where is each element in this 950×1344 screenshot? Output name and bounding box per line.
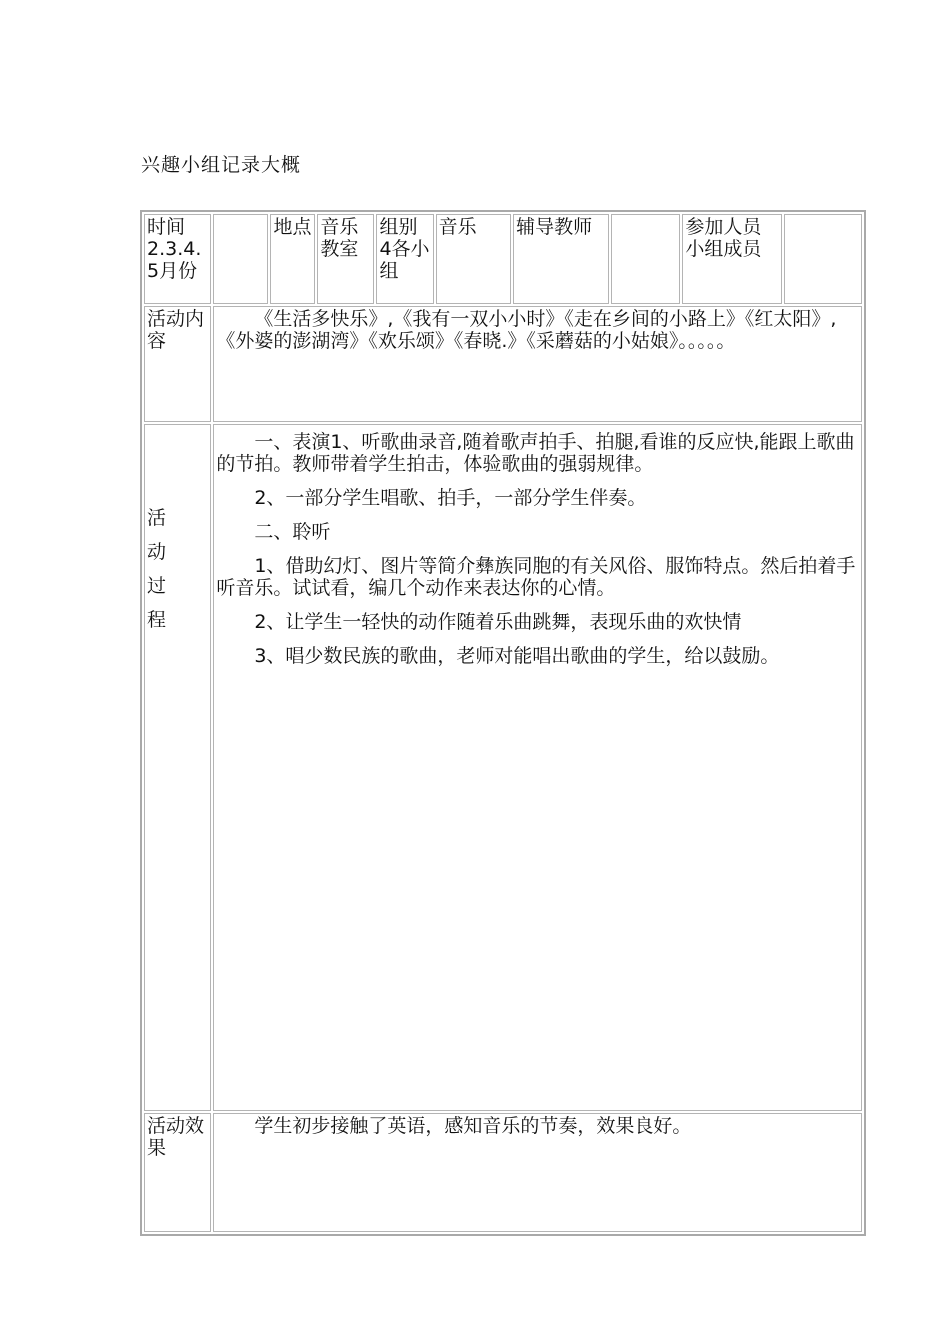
content-cell bbox=[213, 306, 862, 422]
process-cell bbox=[213, 424, 862, 1111]
process-label-char: 动 bbox=[147, 541, 167, 563]
effect-label: 活动效果 bbox=[144, 1113, 211, 1232]
time-value: 2.3.4.5月份 bbox=[147, 238, 202, 282]
empty-cell bbox=[213, 214, 268, 304]
place-value: 音乐教室 bbox=[317, 214, 374, 304]
group-cell bbox=[376, 214, 433, 304]
process-paragraph: 2、一部分学生唱歌、拍手，一部分学生伴奏。 bbox=[254, 487, 647, 509]
process-paragraph: 3、唱少数民族的歌曲，老师对能唱出歌曲的学生，给以鼓励。 bbox=[254, 645, 780, 667]
effect-cell bbox=[213, 1113, 862, 1232]
content-label: 活动内容 bbox=[144, 306, 211, 422]
process-label-char: 活 bbox=[147, 507, 167, 529]
place-label: 地点 bbox=[270, 214, 315, 304]
process-paragraph: 一、表演1、听歌曲录音,随着歌声拍手、拍腿,看谁的反应快,能跟上歌曲的节拍。教师带着学生拍击，体验歌曲的强弱规律。 bbox=[216, 431, 855, 475]
process-paragraph: 1、借助幻灯、图片等简介彝族同胞的有关风俗、服饰特点。然后拍着手听音乐。试试看，编几个动作来表达你的心情。 bbox=[216, 555, 856, 599]
content-text: 《生活多快乐》,《我有一双小小时》《走在乡间的小路上》《红太阳》,《外婆的澎湖湾》《欢乐颂》《春晓.》《采蘑菇的小姑娘》。。。。。 bbox=[216, 308, 837, 352]
teacher-value bbox=[611, 214, 680, 304]
members-cell bbox=[682, 214, 782, 304]
process-paragraph: 2、让学生一轻快的动作随着乐曲跳舞，表现乐曲的欢快情 bbox=[254, 611, 742, 633]
effect-text: 学生初步接触了英语，感知音乐的节奏，效果良好。 bbox=[254, 1115, 692, 1137]
time-label: 时间 bbox=[147, 216, 186, 238]
header-row bbox=[144, 214, 862, 304]
process-row bbox=[144, 424, 862, 1111]
process-paragraph: 二、聆听 bbox=[254, 521, 331, 543]
process-label-char: 过 bbox=[147, 575, 167, 597]
effect-row bbox=[144, 1113, 862, 1232]
document-title: 兴趣小组记录大概 bbox=[141, 154, 302, 176]
members-value: 小组成员 bbox=[685, 238, 762, 260]
process-label-char: 程 bbox=[147, 609, 167, 631]
empty-cell bbox=[784, 214, 862, 304]
record-table bbox=[140, 210, 866, 1236]
time-cell bbox=[144, 214, 211, 304]
subject-value: 音乐 bbox=[436, 214, 512, 304]
content-row bbox=[144, 306, 862, 422]
teacher-label: 辅导教师 bbox=[513, 214, 609, 304]
process-label bbox=[144, 424, 211, 1111]
members-label: 参加人员 bbox=[685, 216, 762, 238]
group-value: 4各小组 bbox=[379, 238, 430, 282]
group-label: 组别 bbox=[379, 216, 418, 238]
